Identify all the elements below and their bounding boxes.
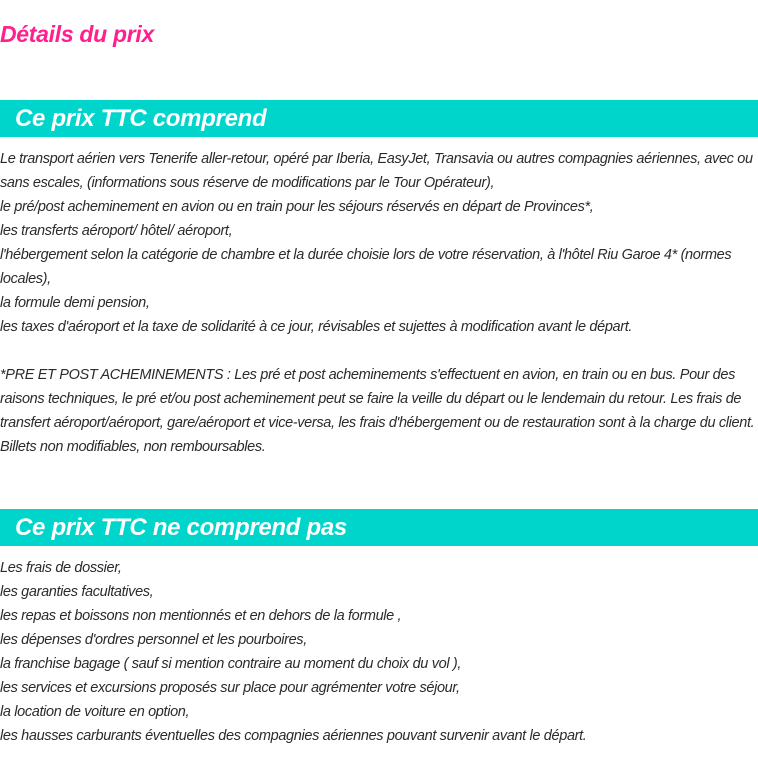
- list-item: la franchise bagage ( sauf si mention contraire au moment du choix du vol ),: [0, 656, 462, 672]
- list-item: les transferts aéroport/ hôtel/ aéroport,: [0, 223, 233, 239]
- list-item: les taxes d'aéroport et la taxe de solidarité à ce jour, révisables et sujettes à modification avant le départ.: [0, 319, 633, 335]
- list-item: les dépenses d'ordres personnel et les pourboires,: [0, 632, 307, 648]
- list-item: les repas et boissons non mentionnés et en dehors de la formule ,: [0, 608, 402, 624]
- list-item: la location de voiture en option,: [0, 704, 190, 720]
- list-item: la formule demi pension,: [0, 295, 150, 311]
- list-item: l'hébergement selon la catégorie de chambre et la durée choisie lors de votre réservation, à l'hôtel Riu Garoe 4* (normes locales),: [0, 247, 732, 287]
- includes-list: [0, 147, 758, 339]
- list-item: les services et excursions proposés sur place pour agrémenter votre séjour,: [0, 680, 460, 696]
- excludes-section-heading: Ce prix TTC ne comprend pas: [0, 509, 758, 546]
- list-item: Les frais de dossier,: [0, 560, 122, 576]
- list-item: le pré/post acheminement en avion ou en train pour les séjours réservés en départ de Provinces*,: [0, 199, 594, 215]
- excludes-list: [0, 556, 758, 748]
- includes-section-heading: Ce prix TTC comprend: [0, 100, 758, 137]
- note-text: *PRE ET POST ACHEMINEMENTS : Les pré et post acheminements s'effectuent en avion, en train ou en bus. Pour des raisons techniques, le pré et/ou post acheminement peut se faire la veille du départ ou le lendemain du retour. Les frais de transfert aéroport/aéroport, gare/aéroport et vice-versa, les frais d'hébergement ou de restauration sont à la charge du client. Billets non modifiables, non remboursables.: [0, 367, 755, 455]
- page-title: Détails du prix: [0, 21, 154, 47]
- list-item: Le transport aérien vers Tenerife aller-retour, opéré par Iberia, EasyJet, Transavia ou autres compagnies aériennes, avec ou sans escales, (informations sous réserve de modifications par le Tour Opérateur),: [0, 151, 753, 191]
- list-item: les garanties facultatives,: [0, 584, 154, 600]
- list-item: les hausses carburants éventuelles des compagnies aériennes pouvant survenir avant le départ.: [0, 728, 587, 744]
- acheminement-note: [0, 363, 758, 459]
